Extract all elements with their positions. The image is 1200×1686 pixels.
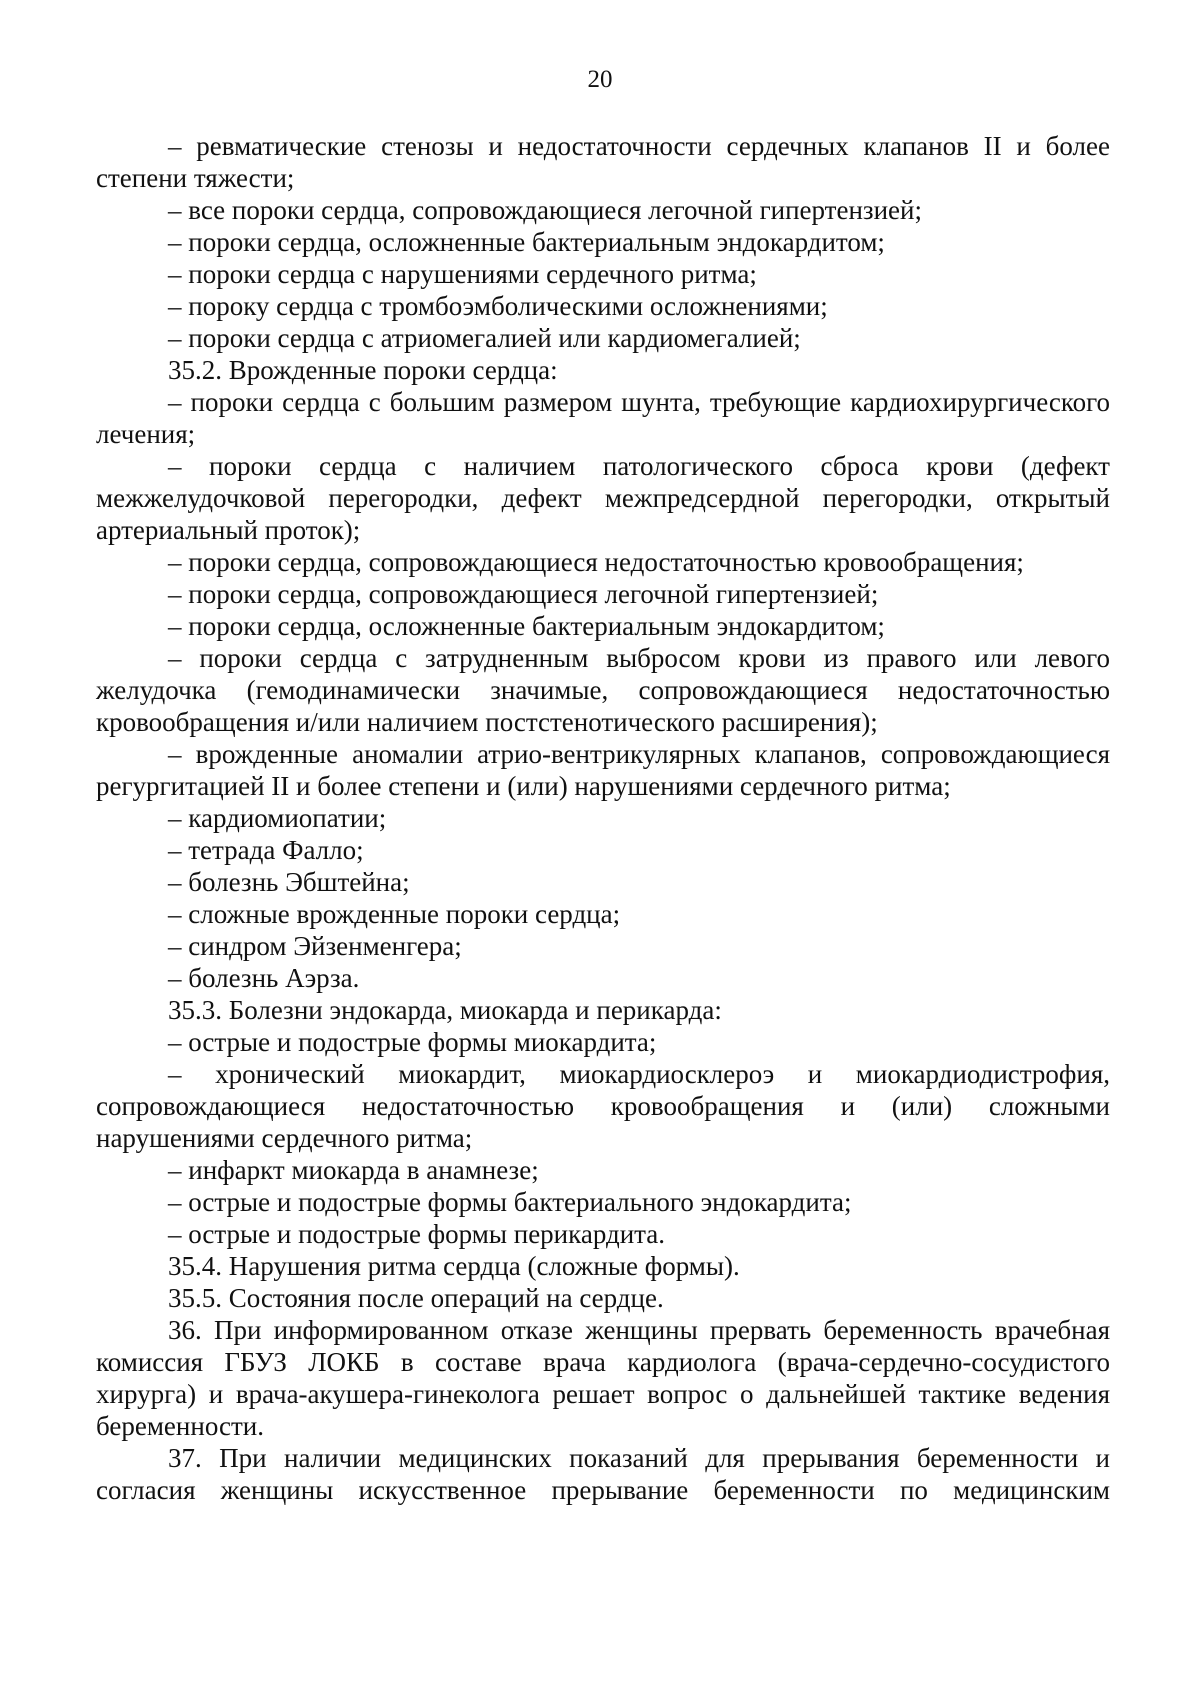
paragraph-37: 37. При наличии медицинских показаний для прерывания беременности и согласия женщины искусственное прерывание беременности по медицинским [96,1443,1110,1505]
section-heading-35-2: 35.2. Врожденные пороки сердца: [168,355,558,385]
list-item-rheumatic-stenosis: – ревматические стенозы и недостаточности сердечных клапанов II и более степени тяжести; [96,131,1110,193]
section-heading-35-5: 35.5. Состояния после операций на сердце. [168,1283,664,1313]
section-heading-35-4: 35.4. Нарушения ритма сердца (сложные формы). [168,1251,740,1281]
list-item-ebstein: – болезнь Эбштейна; [168,867,410,897]
list-item-av-valve-anomalies: – врожденные аномалии атрио-вентрикулярных клапанов, сопровождающиеся регургитацией II и более степени и (или) нарушениями сердечного ритма; [96,739,1110,801]
list-item-bacterial-endocarditis-forms: – острые и подострые формы бактериального эндокардита; [168,1187,852,1217]
list-item-congenital-pulmonary-hypertension: – пороки сердца, сопровождающиеся легочной гипертензией; [168,579,879,609]
list-item-thromboembolic: – пороку сердца с тромбоэмболическими осложнениями; [168,291,828,321]
list-item-rhythm-disorders: – пороки сердца с нарушениями сердечного ритма; [168,259,757,289]
list-item-pericarditis: – острые и подострые формы перикардита. [168,1219,666,1249]
list-item-myocarditis: – острые и подострые формы миокардита; [168,1027,657,1057]
section-heading-35-3: 35.3. Болезни эндокарда, миокарда и перикарда: [168,995,722,1025]
paragraph-36: 36. При информированном отказе женщины прервать беременность врачебная комиссия ГБУЗ ЛОКБ в составе врача кардиолога (врача-сердечно-сосудистого хирурга) и врача-акушера-гинеколога решает вопрос о дальнейшей тактике ведения беременности. [96,1315,1110,1441]
list-item-complex-congenital: – сложные врожденные пороки сердца; [168,899,621,929]
list-item-large-shunt: – пороки сердца с большим размером шунта, требующие кардиохирургического лечения; [96,387,1110,449]
document-body [96,130,1110,1506]
list-item-obstructed-outflow: – пороки сердца с затрудненным выбросом крови из правого или левого желудочка (гемодинамически значимые, сопровождающиеся недостаточностью кровообращения и/или наличием постстенотического расширения); [96,643,1110,737]
list-item-tetralogy-fallot: – тетрада Фалло; [168,835,364,865]
list-item-atriomegaly: – пороки сердца с атриомегалией или кардиомегалией; [168,323,801,353]
list-item-bacterial-endocarditis: – пороки сердца, осложненные бактериальным эндокардитом; [168,227,885,257]
list-item-pathological-shunt: – пороки сердца с наличием патологического сброса крови (дефект межжелудочковой перегородки, дефект межпредсердной перегородки, открытый артериальный проток); [96,451,1110,545]
list-item-chronic-myocarditis: – хронический миокардит, миокардиосклероэ и миокардиодистрофия, сопровождающиеся недостаточностью кровообращения и (или) сложными нарушениями сердечного ритма; [96,1059,1110,1153]
list-item-ayerza: – болезнь Аэрза. [168,963,360,993]
list-item-pulmonary-hypertension: – все пороки сердца, сопровождающиеся легочной гипертензией; [168,195,922,225]
list-item-cardiomyopathies: – кардиомиопатии; [168,803,387,833]
list-item-eisenmenger: – синдром Эйзенменгера; [168,931,462,961]
list-item-congenital-endocarditis: – пороки сердца, осложненные бактериальным эндокардитом; [168,611,885,641]
page-number: 20 [587,66,613,93]
list-item-circulatory-insufficiency: – пороки сердца, сопровождающиеся недостаточностью кровообращения; [168,547,1024,577]
list-item-myocardial-infarction: – инфаркт миокарда в анамнезе; [168,1155,539,1185]
